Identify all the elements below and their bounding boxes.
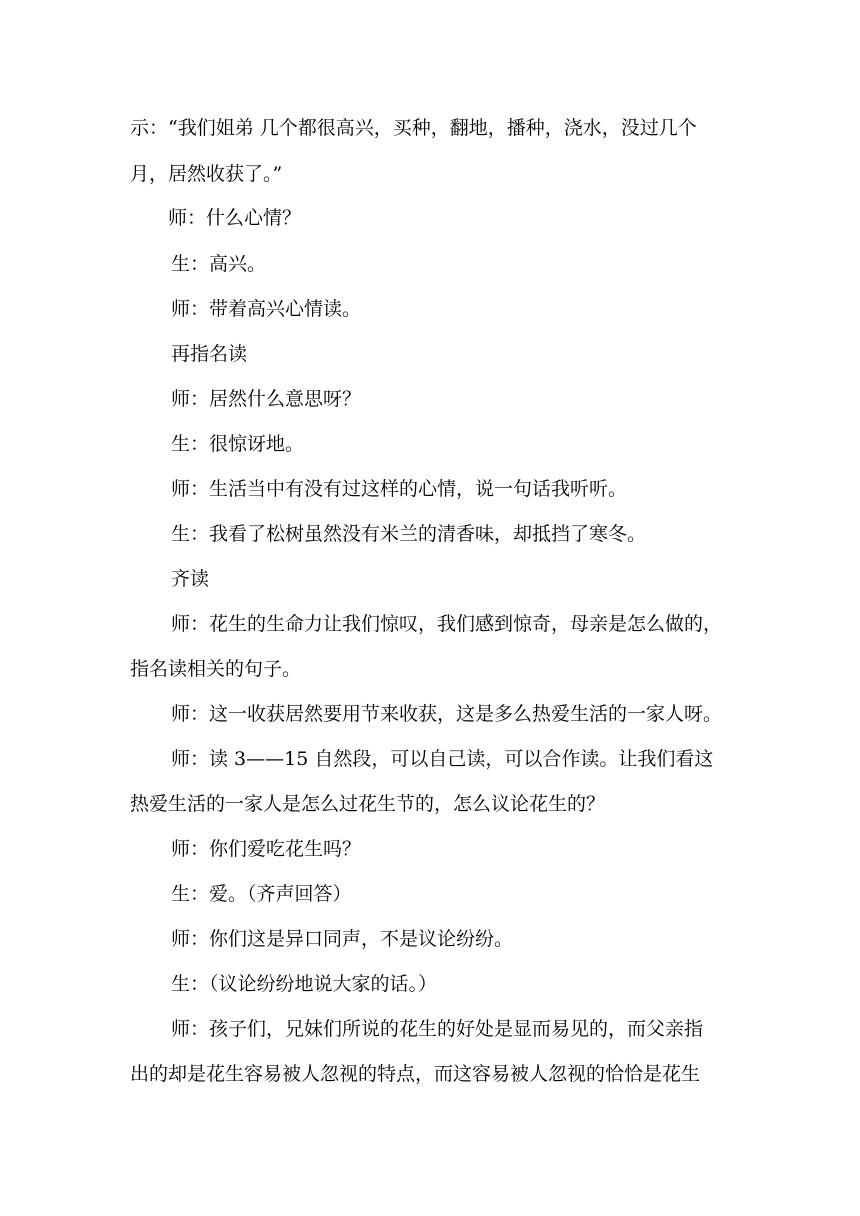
text-line: 师：生活当中有没有过这样的心情，说一句话我听听。	[171, 478, 628, 500]
text-line: 师：你们这是异口同声，不是议论纷纷。	[171, 928, 514, 950]
text-line: 生：很惊讶地。	[171, 433, 305, 455]
text-line: 齐读	[171, 568, 210, 590]
text-line: 再指名读	[171, 343, 248, 365]
text-line: 师：带着高兴心情读。	[171, 298, 362, 320]
text-line: 师：什么心情？	[168, 207, 302, 229]
text-line: 生：（议论纷纷地说大家的话。）	[171, 973, 438, 995]
text-line: 生：爱。（齐声回答）	[171, 883, 352, 905]
text-line: 师：读 3——15 自然段，可以自己读，可以合作读。让我们看这	[171, 748, 714, 770]
text-line: 示：“我们姐弟 几个都很高兴，买种，翻地，播种，浇水，没过几个	[130, 117, 697, 139]
text-line: 师：花生的生命力让我们惊叹，我们感到惊奇，母亲是怎么做的，	[171, 613, 723, 635]
text-line: 师：你们爱吃花生吗？	[171, 838, 362, 860]
text-line: 生：我看了松树虽然没有米兰的清香味，却抵挡了寒冬。	[171, 523, 647, 545]
text-line: 师：居然什么意思呀？	[171, 388, 362, 410]
text-line: 指名读相关的句子。	[130, 658, 302, 680]
text-line: 出的却是花生容易被人忽视的特点，而这容易被人忽视的恰恰是花生	[130, 1063, 701, 1085]
text-line: 月，居然收获了。”	[130, 163, 283, 185]
text-line: 师：孩子们，兄妹们所说的花生的好处是显而易见的，而父亲指	[171, 1018, 704, 1040]
text-line: 生：高兴。	[171, 253, 267, 275]
text-line: 师：这一收获居然要用节来收获，这是多么热爱生活的一家人呀。	[171, 703, 723, 725]
text-line: 热爱生活的一家人是怎么过花生节的，怎么议论花生的？	[130, 793, 606, 815]
